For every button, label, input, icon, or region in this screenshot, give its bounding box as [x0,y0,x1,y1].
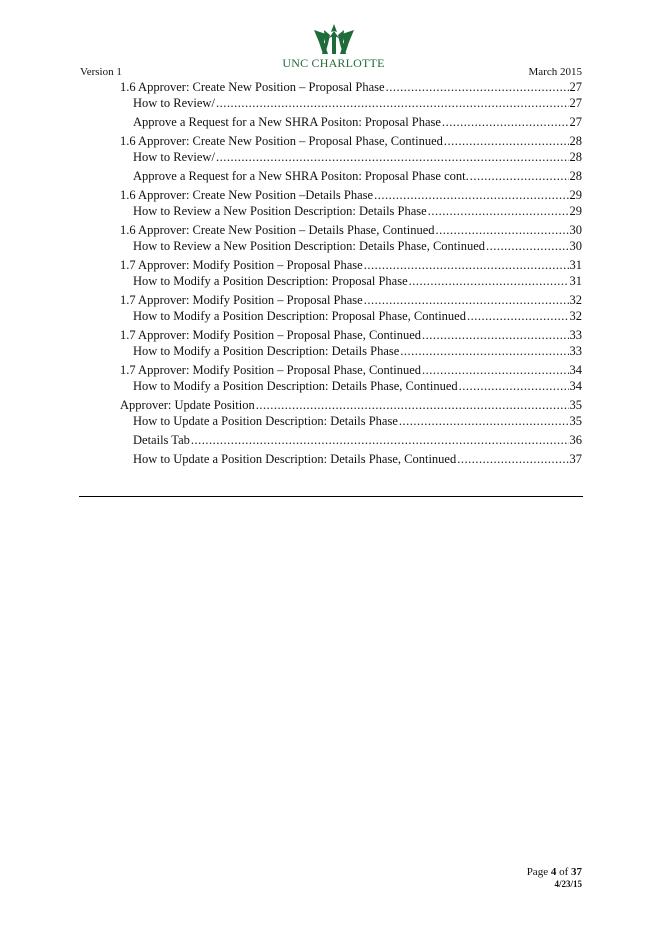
toc-entry-title: 1.7 Approver: Modify Position – Proposal Phase [120,293,363,307]
toc-group [80,452,582,468]
table-of-contents [80,80,582,468]
toc-entry-title: How to Modify a Position Description: Proposal Phase, Continued [133,309,466,323]
toc-entry-title: How to Update a Position Description: Details Phase [133,414,398,428]
toc-entry-title: How to Modify a Position Description: Details Phase, Continued [133,379,458,393]
toc-entry-page: 33 [569,328,582,342]
footer-date: 4/23/15 [554,879,582,889]
toc-group [80,134,582,166]
toc-group [80,433,582,449]
toc-entry-page: 34 [569,363,582,377]
toc-leader-dots [467,309,569,324]
toc-leader-dots [486,239,568,254]
toc-leader-dots [191,433,569,448]
crown-logo-icon [310,22,358,56]
toc-leader-dots [428,204,569,219]
page-footer [527,866,582,889]
toc-entry[interactable] [80,96,582,112]
toc-entry-title: 1.7 Approver: Modify Position – Proposal Phase, Continued [120,363,422,377]
toc-entry-page: 32 [569,309,582,323]
toc-entry-title: How to Review/ [133,150,215,164]
toc-group [80,169,582,185]
toc-entry-page: 30 [569,223,582,237]
toc-group [80,398,582,430]
toc-entry-title: How to Modify a Position Description: Proposal Phase [133,274,408,288]
toc-entry[interactable] [80,379,582,395]
toc-entry-title: 1.7 Approver: Modify Position – Proposal Phase, Continued [120,328,422,342]
toc-entry-page: 28 [569,150,582,164]
toc-entry-title: 1.6 Approver: Create New Position – Details Phase, Continued [120,223,435,237]
toc-group [80,115,582,131]
toc-entry-page: 31 [569,258,582,272]
toc-leader-dots [422,363,568,378]
toc-entry-title: 1.6 Approver: Create New Position – Proposal Phase [120,80,385,94]
toc-leader-dots [470,169,569,184]
toc-entry-page: 32 [569,293,582,307]
toc-leader-dots [457,452,568,467]
toc-entry-title: Approve a Request for a New SHRA Positon: Proposal Phase [133,115,441,129]
toc-entry[interactable] [80,134,582,150]
toc-leader-dots [459,379,569,394]
total-pages: 37 [571,866,582,878]
logo-wordmark: UNC CHARLOTTE [282,56,385,70]
toc-entry[interactable] [80,258,582,274]
toc-entry-page: 31 [569,274,582,288]
toc-entry-page: 35 [569,398,582,412]
toc-leader-dots [400,344,568,359]
toc-entry-page: 34 [569,379,582,393]
toc-leader-dots [364,258,569,273]
toc-entry-page: 30 [569,239,582,253]
toc-leader-dots [444,134,569,149]
toc-entry-page: 28 [569,169,582,183]
toc-entry[interactable] [80,223,582,239]
toc-entry-page: 33 [569,344,582,358]
toc-group [80,328,582,360]
toc-entry[interactable] [80,150,582,166]
header-date: March 2015 [528,66,582,78]
toc-entry[interactable] [80,309,582,325]
toc-group [80,293,582,325]
toc-entry-page: 29 [569,188,582,202]
toc-leader-dots [442,115,569,130]
toc-leader-dots [422,328,568,343]
toc-entry-page: 29 [569,204,582,218]
toc-leader-dots [364,293,569,308]
toc-leader-dots [216,96,569,111]
toc-entry-page: 28 [569,134,582,148]
toc-entry[interactable] [80,414,582,430]
toc-leader-dots [409,274,569,289]
toc-entry[interactable] [80,80,582,96]
page-number: Page 4 of 37 [526,866,582,878]
toc-entry-title: Approve a Request for a New SHRA Positon: Proposal Phase cont. [133,169,469,183]
toc-entry-page: 27 [569,115,582,129]
toc-group [80,258,582,290]
toc-entry-title: How to Review a New Position Description: Details Phase, Continued [133,239,486,253]
toc-entry[interactable] [80,433,582,449]
toc-group [80,223,582,255]
current-page: 4 [550,866,557,878]
toc-entry-title: 1.6 Approver: Create New Position – Proposal Phase, Continued [120,134,443,148]
toc-entry[interactable] [80,274,582,290]
toc-entry-page: 37 [569,452,582,466]
toc-group [80,188,582,220]
version-label: Version 1 [80,66,122,78]
toc-entry-title: 1.7 Approver: Modify Position – Proposal Phase [120,258,363,272]
toc-entry-title: How to Review a New Position Description: Details Phase [133,204,427,218]
toc-leader-dots [386,80,569,95]
toc-entry[interactable] [80,363,582,379]
toc-entry[interactable] [80,115,582,131]
toc-entry[interactable] [80,452,582,468]
toc-group [80,363,582,395]
toc-entry-page: 27 [569,80,582,94]
divider [79,496,583,497]
toc-entry-title: How to Update a Position Description: Details Phase, Continued [133,452,457,466]
toc-entry-title: Approver: Update Position [120,398,255,412]
toc-entry-page: 35 [569,414,582,428]
toc-entry[interactable] [80,188,582,204]
toc-entry-title: How to Modify a Position Description: Details Phase [133,344,400,358]
toc-entry[interactable] [80,169,582,185]
toc-leader-dots [374,188,568,203]
toc-leader-dots [399,414,569,429]
toc-entry-page: 36 [569,433,582,447]
toc-leader-dots [256,398,569,413]
toc-entry[interactable] [80,398,582,414]
toc-leader-dots [436,223,569,238]
toc-leader-dots [216,150,569,165]
toc-entry[interactable] [80,204,582,220]
toc-entry[interactable] [80,239,582,255]
toc-entry-title: Details Tab [133,433,190,447]
toc-group [80,80,582,112]
unc-charlotte-logo [276,22,391,72]
toc-entry-title: How to Review/ [133,96,215,110]
toc-entry-page: 27 [569,96,582,110]
toc-entry[interactable] [80,344,582,360]
toc-entry-title: 1.6 Approver: Create New Position –Details Phase [120,188,374,202]
toc-entry[interactable] [80,328,582,344]
toc-entry[interactable] [80,293,582,309]
